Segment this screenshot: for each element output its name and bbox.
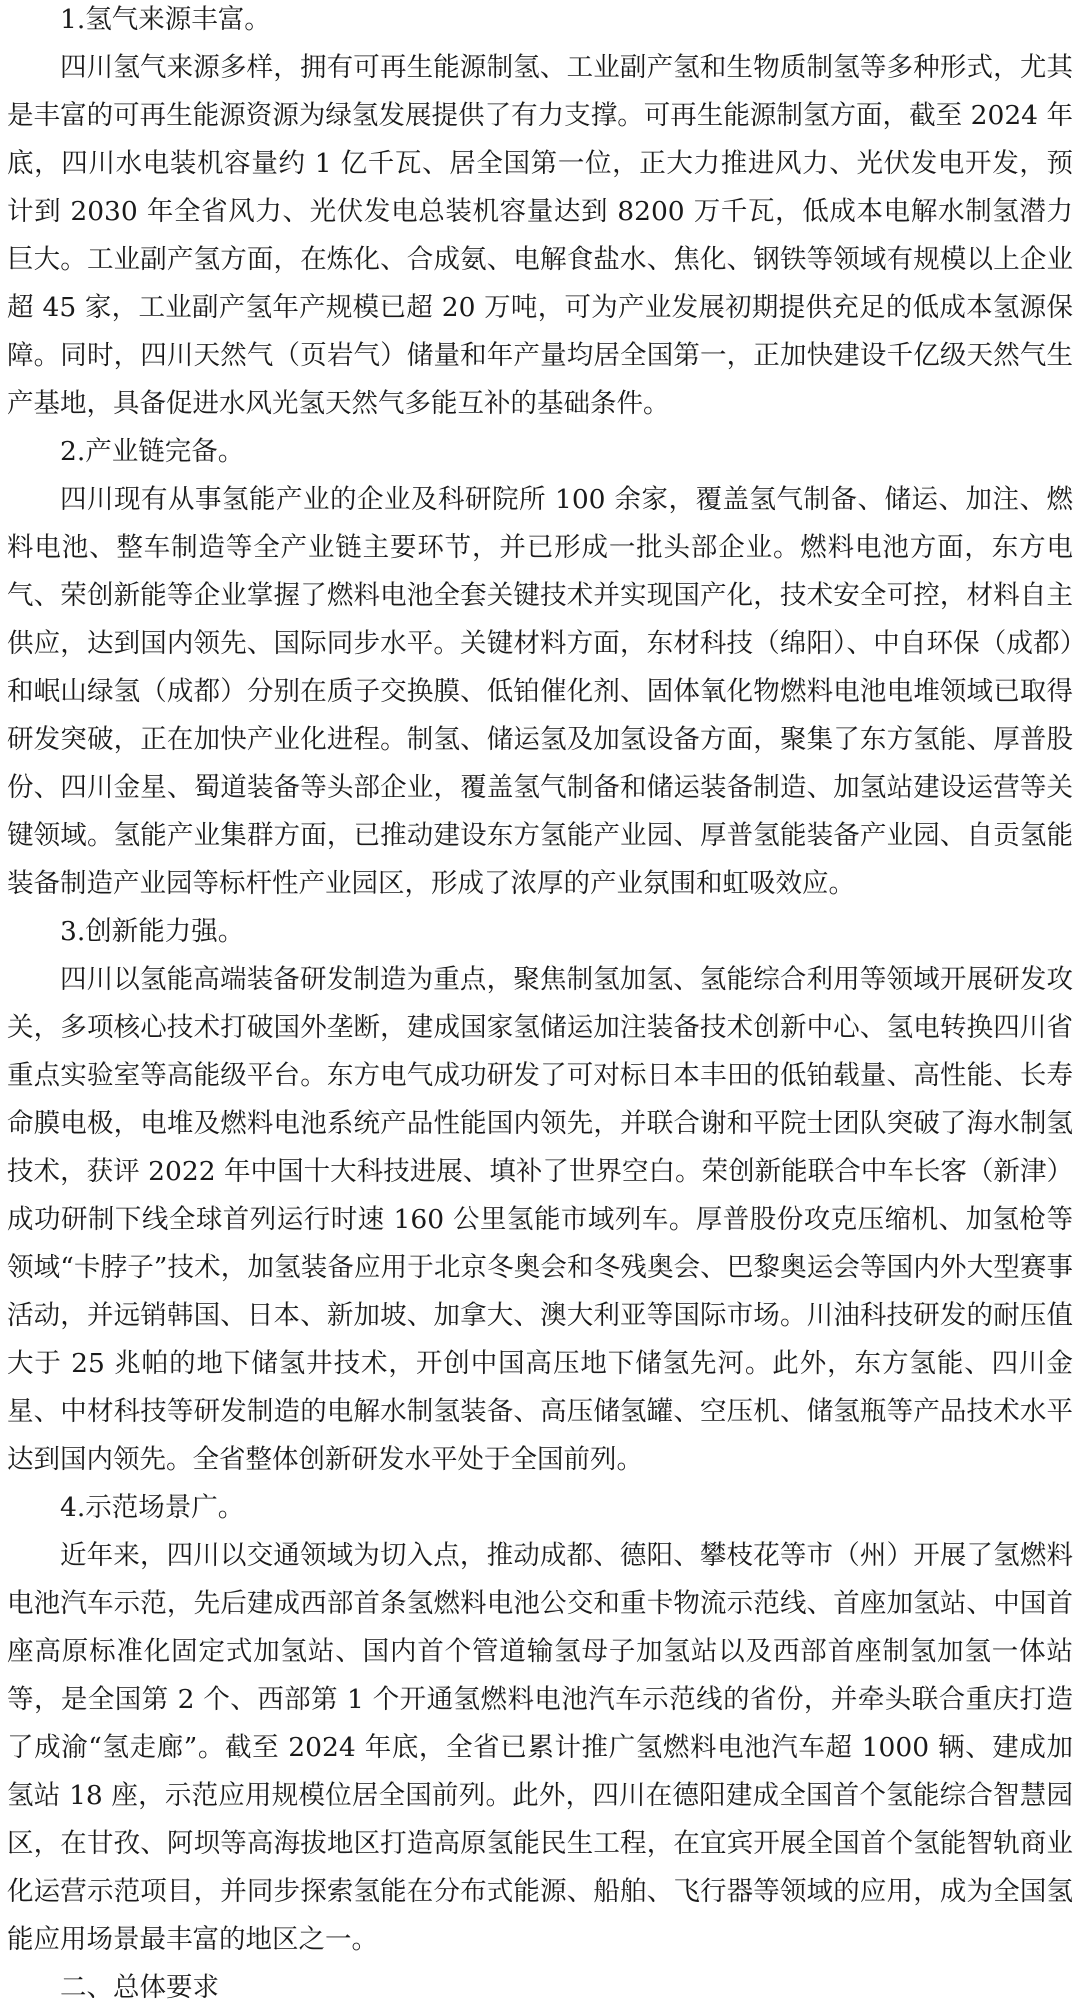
next-section-title: 二、总体要求 [60, 1972, 219, 2003]
section-heading-3: 3.创新能力强。 [60, 916, 245, 947]
section-heading-2: 2.产业链完备。 [60, 436, 245, 467]
section-body-2: 四川现有从事氢能产业的企业及科研院所 100 余家，覆盖氢气制备、储运、加注、燃料电池、整车制造等全产业链主要环节，并已形成一批头部企业。燃料电池方面，东方电气、荣创新能等企业掌握了燃料电池全套关键技术并实现国产化，技术安全可控，材料自主供应，达到国内领先、国际同步水平。关键材料方面，东材科技（绵阳）、中自环保（成都）和岷山绿氢（成都）分别在质子交换膜、低铂催化剂、固体氧化物燃料电池电堆领域已取得研发突破，正在加快产业化进程。制氢、储运氢及加氢设备方面，聚集了东方氢能、厚普股份、四川金星、蜀道装备等头部企业，覆盖氢气制备和储运装备制造、加氢站建设运营等关键领域。氢能产业集群方面，已推动建设东方氢能产业园、厚普氢能装备产业园、自贡氢能装备制造产业园等标杆性产业园区，形成了浓厚的产业氛围和虹吸效应。 [7, 484, 1073, 899]
section-body-4: 近年来，四川以交通领域为切入点，推动成都、德阳、攀枝花等市（州）开展了氢燃料电池汽车示范，先后建成西部首条氢燃料电池公交和重卡物流示范线、首座加氢站、中国首座高原标准化固定式加氢站、国内首个管道输氢母子加氢站以及西部首座制氢加氢一体站等，是全国第 2 个、西部第 1 个开通氢燃料电池汽车示范线的省份，并牵头联合重庆打造了成渝“氢走廊”。截至 2024 年底，全省已累计推广氢燃料电池汽车超 1000 辆、建成加氢站 18 座，示范应用规模位居全国前列。此外，四川在德阳建成全国首个氢能综合智慧园区，在甘孜、阿坝等高海拔地区打造高原氢能民生工程，在宜宾开展全国首个氢能智轨商业化运营示范项目，并同步探索氢能在分布式能源、船舶、飞行器等领域的应用，成为全国氢能应用场景最丰富的地区之一。 [7, 1540, 1073, 1955]
section-heading-1: 1.氢气来源丰富。 [60, 4, 271, 35]
section-heading-4: 4.示范场景广。 [60, 1492, 245, 1523]
section-body-3: 四川以氢能高端装备研发制造为重点，聚焦制氢加氢、氢能综合利用等领域开展研发攻关，多项核心技术打破国外垄断，建成国家氢储运加注装备技术创新中心、氢电转换四川省重点实验室等高能级平台。东方电气成功研发了可对标日本丰田的低铂载量、高性能、长寿命膜电极，电堆及燃料电池系统产品性能国内领先，并联合谢和平院士团队突破了海水制氢技术，获评 2022 年中国十大科技进展、填补了世界空白。荣创新能联合中车长客（新津）成功研制下线全球首列运行时速 160 公里氢能市域列车。厚普股份攻克压缩机、加氢枪等领域“卡脖子”技术，加氢装备应用于北京冬奥会和冬残奥会、巴黎奥运会等国内外大型赛事活动，并远销韩国、日本、新加坡、加拿大、澳大利亚等国际市场。川油科技研发的耐压值大于 25 兆帕的地下储氢井技术，开创中国高压地下储氢先河。此外，东方氢能、四川金星、中材科技等研发制造的电解水制氢装备、高压储氢罐、空压机、储氢瓶等产品技术水平达到国内领先。全省整体创新研发水平处于全国前列。 [7, 964, 1073, 1475]
section-body-1: 四川氢气来源多样，拥有可再生能源制氢、工业副产氢和生物质制氢等多种形式，尤其是丰富的可再生能源资源为绿氢发展提供了有力支撑。可再生能源制氢方面，截至 2024 年底，四川水电装机容量约 1 亿千瓦、居全国第一位，正大力推进风力、光伏发电开发，预计到 2030 年全省风力、光伏发电总装机容量达到 8200 万千瓦，低成本电解水制氢潜力巨大。工业副产氢方面，在炼化、合成氨、电解食盐水、焦化、钢铁等领域有规模以上企业超 45 家，工业副产氢年产规模已超 20 万吨，可为产业发展初期提供充足的低成本氢源保障。同时，四川天然气（页岩气）储量和年产量均居全国第一，正加快建设千亿级天然气生产基地，具备促进水风光氢天然气多能互补的基础条件。 [7, 52, 1073, 419]
